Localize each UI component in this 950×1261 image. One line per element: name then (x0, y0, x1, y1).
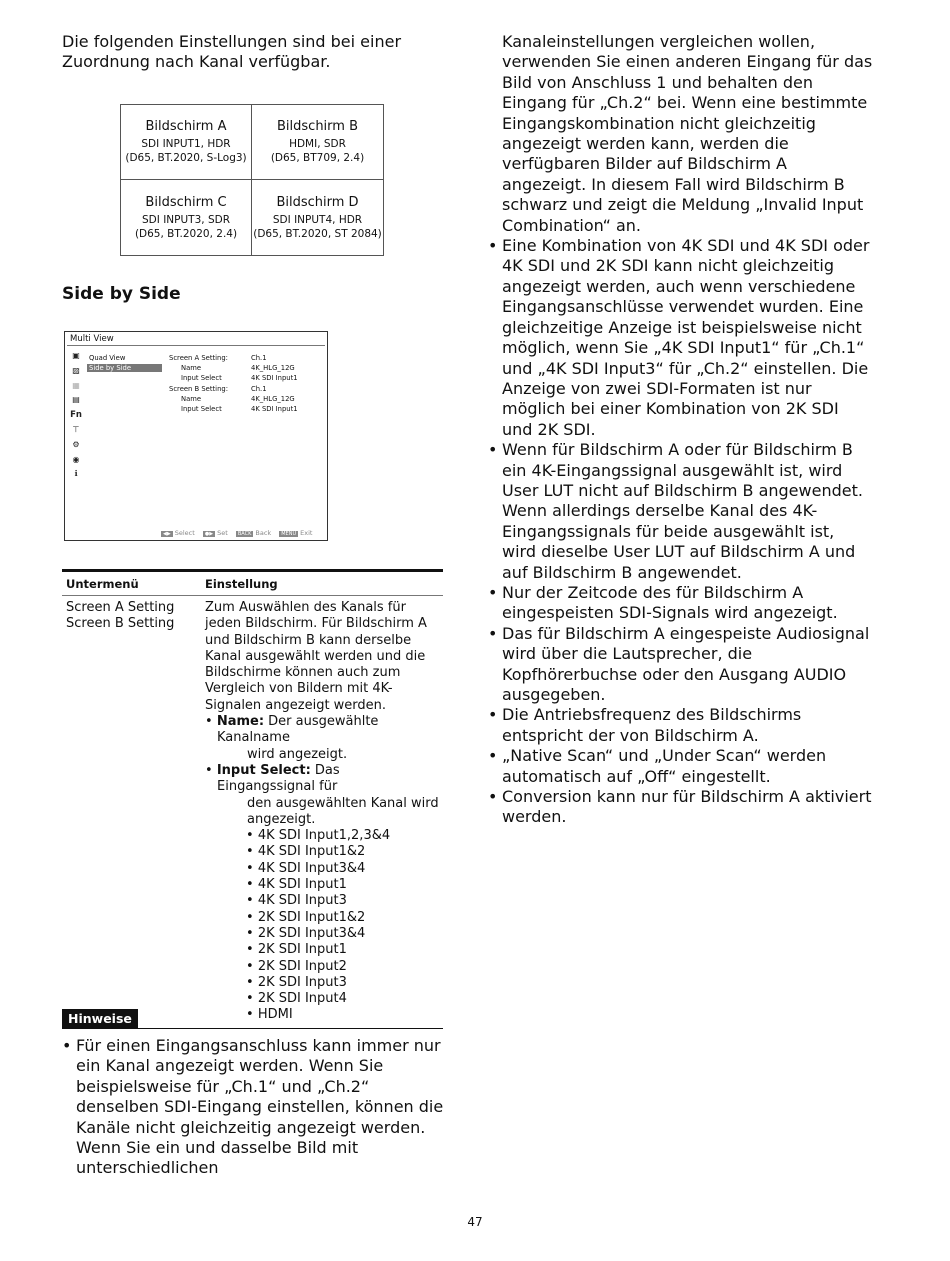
note-continuation: Kanaleinstellungen vergleichen wollen, verwenden Sie einen anderen Eingang für das Bild von Anschluss 1 und behalten den Eingang für „Ch.2“ bei. Wenn eine bestimmte Eingangskombination nicht gleichzeitig angezeigt werden kann, werden die verfügbaren Bilder auf Bildschirm A angezeigt. In diesem Fall wird Bildschirm B schwarz und zeigt die Meldung „Invalid Input Combination“ an. (502, 32, 873, 235)
channel-grid (120, 104, 384, 256)
note-item: • Die Antriebsfrequenz des Bildschirms entspricht der von Bildschirm A. (488, 705, 873, 746)
multi-view-menu (64, 331, 328, 541)
input-label: Input Select: (216, 762, 311, 778)
header-setting: Einstellung (205, 577, 278, 591)
list-item: • HDMI (246, 1007, 293, 1023)
input-option: 4K SDI Input3&4 (257, 860, 366, 876)
header-submenu: Untermenü (66, 577, 139, 591)
footer-select: Select (174, 529, 195, 537)
grid-cell-title: Bildschirm B (277, 119, 358, 134)
menu-title: Multi View (70, 334, 114, 344)
grid-cell-line: (D65, BT.2020, 2.4) (134, 227, 238, 240)
back-key-icon: BACK (237, 531, 252, 537)
input-option: 4K SDI Input1 (257, 877, 347, 893)
list-item: • 4K SDI Input3 (246, 893, 347, 909)
setting-value: 4K SDI Input1 (251, 374, 298, 382)
page-number: 47 (467, 1215, 483, 1229)
grid-cell-line: (D65, BT.2020, S-Log3) (125, 152, 247, 164)
fn-icon: Fn (70, 410, 82, 421)
footer-exit: Exit (300, 529, 313, 537)
setting-description: Zum Auswählen des Kanals für jeden Bildschirm. Für Bildschirm A und Bildschirm B kann derselbe Kanal ausgewählt werden und die Bildschirme können auch zum Vergleich von Bildern mit 4K-Signalen angezeigt werden. (205, 600, 427, 713)
footer-back: Back (255, 529, 272, 537)
setting-label: Name (181, 364, 202, 372)
list-item: • 4K SDI Input1,2,3&4 (246, 828, 391, 844)
input-option: 2K SDI Input4 (257, 991, 347, 1007)
setting-label: Name (181, 395, 202, 403)
name-text-cont: wird angezeigt. (247, 746, 348, 762)
info-icon: ℹ (74, 469, 78, 479)
input-option: 2K SDI Input3 (257, 974, 347, 990)
setting-value: Ch.1 (251, 385, 267, 393)
grid-cell-a (121, 105, 252, 180)
footer-set: Set (217, 529, 228, 537)
input-text-cont: den ausgewählten Kanal wird (247, 795, 439, 811)
list-item: • 2K SDI Input3 (246, 974, 347, 990)
multiview-icon: ▦ (72, 380, 80, 390)
input-option: 2K SDI Input3&4 (257, 925, 366, 941)
note-item: • Wenn für Bildschirm A oder für Bildschirm B ein 4K-Eingangssignal ausgewählt ist, wird User LUT nicht auf Bildschirm B angewendet. Wenn allerdings derselbe Kanal des 4K-Eingangssignals für beide ausgewählt ist, wird dieselbe User LUT auf Bildschirm A und auf Bildschirm B angewendet. (488, 440, 873, 583)
notes-badge: Hinweise (62, 1009, 138, 1029)
list-item: • 4K SDI Input1&2 (246, 844, 366, 860)
set-key-icon: ●▶ (204, 531, 214, 537)
settings-table (62, 569, 443, 1029)
settings-icon: ◉ (72, 454, 80, 464)
gear-icon: ⚙ (72, 439, 80, 449)
input-option: 2K SDI Input1 (257, 942, 347, 958)
submenu-cell (66, 600, 205, 1024)
grid-cell-line: SDI INPUT1, HDR (141, 138, 231, 150)
note-item: • Das für Bildschirm A eingespeiste Audiosignal wird über die Lautsprecher, die Kopfhörerbuchse oder den Ausgang AUDIO ausgegeben. (488, 624, 873, 706)
setting-value: Ch.1 (251, 354, 267, 362)
input-list (205, 828, 441, 1024)
setting-label: Screen B Setting: (169, 385, 228, 393)
input-text-cont: angezeigt. (247, 811, 316, 827)
name-text: Der ausgewählte Kanalname (217, 714, 379, 746)
setting-label: Input Select (181, 374, 222, 382)
menu-footer (155, 529, 312, 537)
setting-label: Screen A Setting: (169, 354, 228, 362)
input-bullet: • Input Select: Das Eingangssignal für den ausgewählten Kanal wird angezeigt. (205, 763, 441, 828)
list-item: • 2K SDI Input1&2 (246, 909, 366, 925)
input-option: 2K SDI Input2 (257, 958, 347, 974)
note-item: • Nur der Zeitcode des für Bildschirm A eingespeisten SDI-Signals wird angezeigt. (488, 583, 873, 624)
picture-icon: ▨ (72, 365, 80, 375)
menu-key-icon: MENU (281, 531, 297, 537)
menu-icon-column (70, 350, 82, 483)
section-title: Side by Side (62, 284, 181, 304)
intro-block (62, 32, 444, 73)
grid-cell-title: Bildschirm A (145, 119, 227, 134)
name-bullet: • Name: Der ausgewählte Kanalname wird angezeigt. (205, 714, 441, 763)
menu-divider (67, 345, 325, 346)
note-item: • Eine Kombination von 4K SDI und 4K SDI oder 4K SDI und 2K SDI kann nicht gleichzeitig angezeigt werden, auch wenn verschiedene Eingangsanschlüsse verwendet wurden. Eine gleichzeitige Anzeige ist beispielsweise nicht möglich, wenn Sie „4K SDI Input1“ für „Ch.1“ und „4K SDI Input3“ für „Ch.2“ einstellen. Die Anzeige von zwei SDI-Formaten ist nur möglich bei einer Kombination von 2K SDI und 2K SDI. (488, 236, 873, 440)
name-label: Name: (216, 714, 265, 730)
input-option: 2K SDI Input1&2 (257, 909, 366, 925)
select-key-icon: ◀▶ (163, 531, 171, 537)
grid-cell-d (252, 180, 383, 255)
note-item: • Für einen Eingangsanschluss kann immer nur ein Kanal angezeigt werden. Wenn Sie beispielsweise für „Ch.1“ und „Ch.2“ denselben SDI-Eingang einstellen, können die Kanäle nicht gleichzeitig angezeigt werden. Wenn Sie ein und dasselbe Bild mit unterschiedlichen (62, 1036, 444, 1179)
grid-cell-line: SDI INPUT4, HDR (272, 213, 363, 226)
grid-cell-title: Bildschirm C (145, 194, 227, 210)
list-item: • 4K SDI Input3&4 (246, 860, 366, 876)
intro-text: Die folgenden Einstellungen sind bei einer Zuordnung nach Kanal verfügbar. (62, 32, 402, 72)
submenu-screen-b: Screen B Setting (66, 616, 175, 632)
list-item: • 4K SDI Input1 (246, 877, 347, 893)
grid-cell-b (252, 105, 383, 180)
list-item: • 2K SDI Input1 (246, 942, 347, 958)
grid-cell-c (121, 180, 252, 255)
setting-value: 4K_HLG_12G (251, 395, 295, 403)
input-option: 4K SDI Input3 (257, 893, 347, 909)
note-item: • „Native Scan“ und „Under Scan“ werden automatisch auf „Off“ eingestellt. (488, 746, 873, 787)
table-header (62, 572, 443, 596)
setting-cell (205, 600, 441, 1024)
menu-item-quad-view[interactable]: Quad View (89, 354, 126, 362)
grid-cell-line: (D65, BT.2020, ST 2084) (253, 227, 382, 240)
list-item: • 2K SDI Input2 (246, 958, 347, 974)
list-item: • 2K SDI Input3&4 (246, 925, 366, 941)
setting-label: Input Select (181, 405, 222, 413)
grid-cell-line: HDMI, SDR (289, 138, 346, 150)
menu-item-side-by-side[interactable]: Side by Side (87, 364, 162, 372)
submenu-screen-a: Screen A Setting (66, 600, 175, 615)
notes-left (62, 1036, 444, 1179)
table-row (62, 596, 443, 1029)
note-item: • Conversion kann nur für Bildschirm A aktiviert werden. (488, 787, 873, 828)
grid-cell-line: SDI INPUT3, SDR (142, 213, 230, 226)
input-text: Das Eingangssignal für (217, 762, 340, 795)
display-icon: ⊤ (72, 424, 80, 434)
input-icon: ▤ (72, 395, 80, 405)
input-option: 4K SDI Input1&2 (257, 844, 366, 860)
setting-value: 4K_HLG_12G (251, 364, 295, 372)
input-option: HDMI (257, 1007, 293, 1023)
setting-value: 4K SDI Input1 (251, 405, 298, 413)
list-item: • 2K SDI Input4 (246, 991, 347, 1007)
notes-right (488, 32, 873, 828)
grid-cell-line: (D65, BT709, 2.4) (270, 152, 365, 164)
grid-cell-title: Bildschirm D (276, 194, 359, 210)
input-option: 4K SDI Input1,2,3&4 (257, 828, 391, 844)
status-icon: ▣ (72, 351, 80, 360)
